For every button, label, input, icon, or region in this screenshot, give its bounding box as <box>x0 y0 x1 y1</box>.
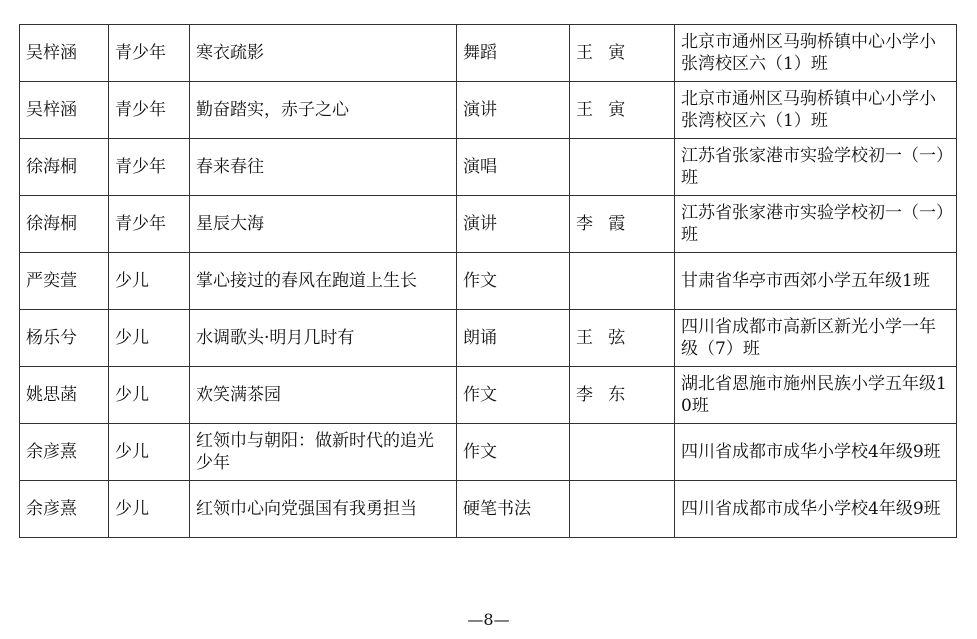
work-category: 作文 <box>457 367 570 424</box>
age-group: 少儿 <box>109 367 190 424</box>
teacher-name <box>570 481 675 538</box>
student-name: 吴梓涵 <box>20 82 109 139</box>
work-category: 作文 <box>457 424 570 481</box>
student-name: 徐海桐 <box>20 196 109 253</box>
work-category: 演讲 <box>457 82 570 139</box>
student-name: 杨乐兮 <box>20 310 109 367</box>
table-row <box>20 25 957 82</box>
work-title: 春来春往 <box>190 139 457 196</box>
age-group: 少儿 <box>109 481 190 538</box>
teacher-name: 李东 <box>570 367 675 424</box>
work-title: 水调歌头·明月几时有 <box>190 310 457 367</box>
age-group: 青少年 <box>109 196 190 253</box>
student-name: 余彦熹 <box>20 424 109 481</box>
teacher-name <box>570 253 675 310</box>
work-category: 朗诵 <box>457 310 570 367</box>
student-name: 徐海桐 <box>20 139 109 196</box>
roster-body <box>20 25 957 538</box>
table-row <box>20 82 957 139</box>
age-group: 少儿 <box>109 253 190 310</box>
teacher-name: 李霞 <box>570 196 675 253</box>
student-name: 吴梓涵 <box>20 25 109 82</box>
work-title: 星辰大海 <box>190 196 457 253</box>
table-row <box>20 139 957 196</box>
work-category: 舞蹈 <box>457 25 570 82</box>
student-name: 姚思菡 <box>20 367 109 424</box>
table-row <box>20 367 957 424</box>
teacher-name <box>570 424 675 481</box>
work-title: 红领巾心向党强国有我勇担当 <box>190 481 457 538</box>
work-title: 勤奋踏实，赤子之心 <box>190 82 457 139</box>
table-row <box>20 310 957 367</box>
school-class: 江苏省张家港市实验学校初一（一）班 <box>675 196 957 253</box>
table-row <box>20 253 957 310</box>
table-row <box>20 196 957 253</box>
student-name: 严奕萱 <box>20 253 109 310</box>
work-title: 红领巾与朝阳：做新时代的追光少年 <box>190 424 457 481</box>
teacher-name: 王寅 <box>570 25 675 82</box>
teacher-name: 王弦 <box>570 310 675 367</box>
school-class: 湖北省恩施市施州民族小学五年级10班 <box>675 367 957 424</box>
student-name: 余彦熹 <box>20 481 109 538</box>
age-group: 青少年 <box>109 82 190 139</box>
school-class: 四川省成都市成华小学校4年级9班 <box>675 481 957 538</box>
work-category: 演唱 <box>457 139 570 196</box>
teacher-name: 王寅 <box>570 82 675 139</box>
teacher-name <box>570 139 675 196</box>
age-group: 少儿 <box>109 424 190 481</box>
work-title: 掌心接过的春风在跑道上生长 <box>190 253 457 310</box>
page-number: —8— <box>467 610 510 629</box>
school-class: 四川省成都市高新区新光小学一年级（7）班 <box>675 310 957 367</box>
work-category: 作文 <box>457 253 570 310</box>
work-category: 硬笔书法 <box>457 481 570 538</box>
age-group: 青少年 <box>109 25 190 82</box>
table-row <box>20 481 957 538</box>
school-class: 北京市通州区马驹桥镇中心小学小张湾校区六（1）班 <box>675 25 957 82</box>
roster-table <box>19 24 957 538</box>
age-group: 青少年 <box>109 139 190 196</box>
school-class: 甘肃省华亭市西郊小学五年级1班 <box>675 253 957 310</box>
work-title: 寒衣疏影 <box>190 25 457 82</box>
school-class: 江苏省张家港市实验学校初一（一）班 <box>675 139 957 196</box>
school-class: 四川省成都市成华小学校4年级9班 <box>675 424 957 481</box>
table-row <box>20 424 957 481</box>
work-title: 欢笑满茶园 <box>190 367 457 424</box>
school-class: 北京市通州区马驹桥镇中心小学小张湾校区六（1）班 <box>675 82 957 139</box>
work-category: 演讲 <box>457 196 570 253</box>
age-group: 少儿 <box>109 310 190 367</box>
